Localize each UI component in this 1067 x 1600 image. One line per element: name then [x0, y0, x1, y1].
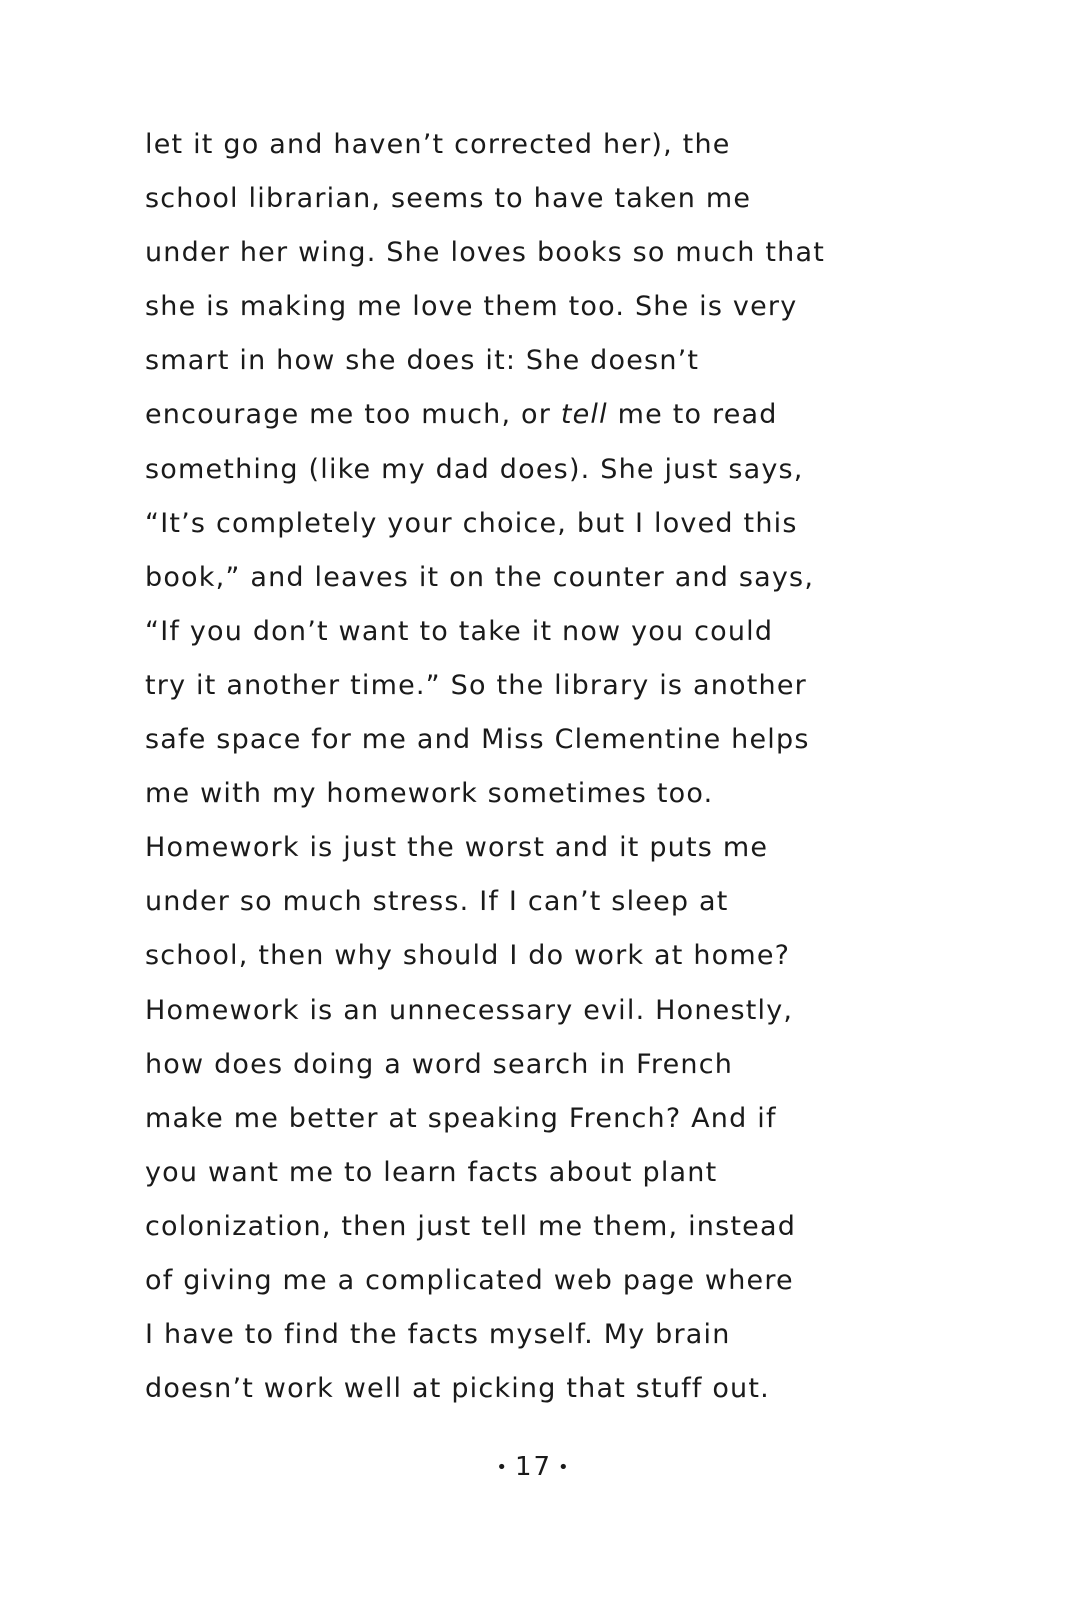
text-segment: me to read — [607, 399, 778, 431]
text-line: school, then why should I do work at home? — [145, 940, 791, 972]
bullet-left: • — [496, 1457, 509, 1478]
text-line: doesn’t work well at picking that stuff out. — [145, 1373, 770, 1405]
text-line: smart in how she does it: She doesn’t — [145, 345, 700, 377]
emphasized-word: tell — [560, 399, 608, 431]
text-line: “If you don’t want to take it now you could — [145, 615, 774, 647]
text-line: something (like my dad does). She just says, — [145, 453, 804, 485]
text-line: of giving me a complicated web page where — [145, 1264, 794, 1296]
text-segment: encourage me too much, or — [145, 399, 561, 431]
page-number: 17 — [514, 1452, 553, 1482]
text-line: school librarian, seems to have taken me — [145, 183, 752, 215]
text-line: let it go and haven’t corrected her), the — [145, 129, 731, 160]
body-text — [145, 118, 945, 1416]
text-line: under her wing. She loves books so much that — [145, 237, 825, 269]
page-number-footer — [0, 1452, 1067, 1482]
text-line: she is making me love them too. She is very — [145, 291, 798, 323]
text-line: make me better at speaking French? And if — [145, 1102, 777, 1134]
text-line: Homework is just the worst and it puts me — [145, 832, 769, 864]
text-line: how does doing a word search in French — [145, 1048, 734, 1080]
text-line: try it another time.” So the library is another — [145, 669, 807, 701]
text-line: under so much stress. If I can’t sleep at — [145, 886, 729, 918]
text-line: I have to find the facts myself. My brain — [145, 1319, 731, 1351]
text-line-with-emphasis — [145, 388, 945, 442]
text-line: “It’s completely your choice, but I loved this — [145, 507, 798, 539]
bullet-right: • — [558, 1457, 571, 1478]
text-line: Homework is an unnecessary evil. Honestly, — [145, 994, 794, 1026]
text-line: book,” and leaves it on the counter and says, — [145, 561, 815, 593]
text-line: colonization, then just tell me them, instead — [145, 1210, 797, 1242]
text-line: safe space for me and Miss Clementine helps — [145, 724, 810, 756]
text-line: me with my homework sometimes too. — [145, 778, 714, 810]
text-line: you want me to learn facts about plant — [145, 1156, 718, 1188]
